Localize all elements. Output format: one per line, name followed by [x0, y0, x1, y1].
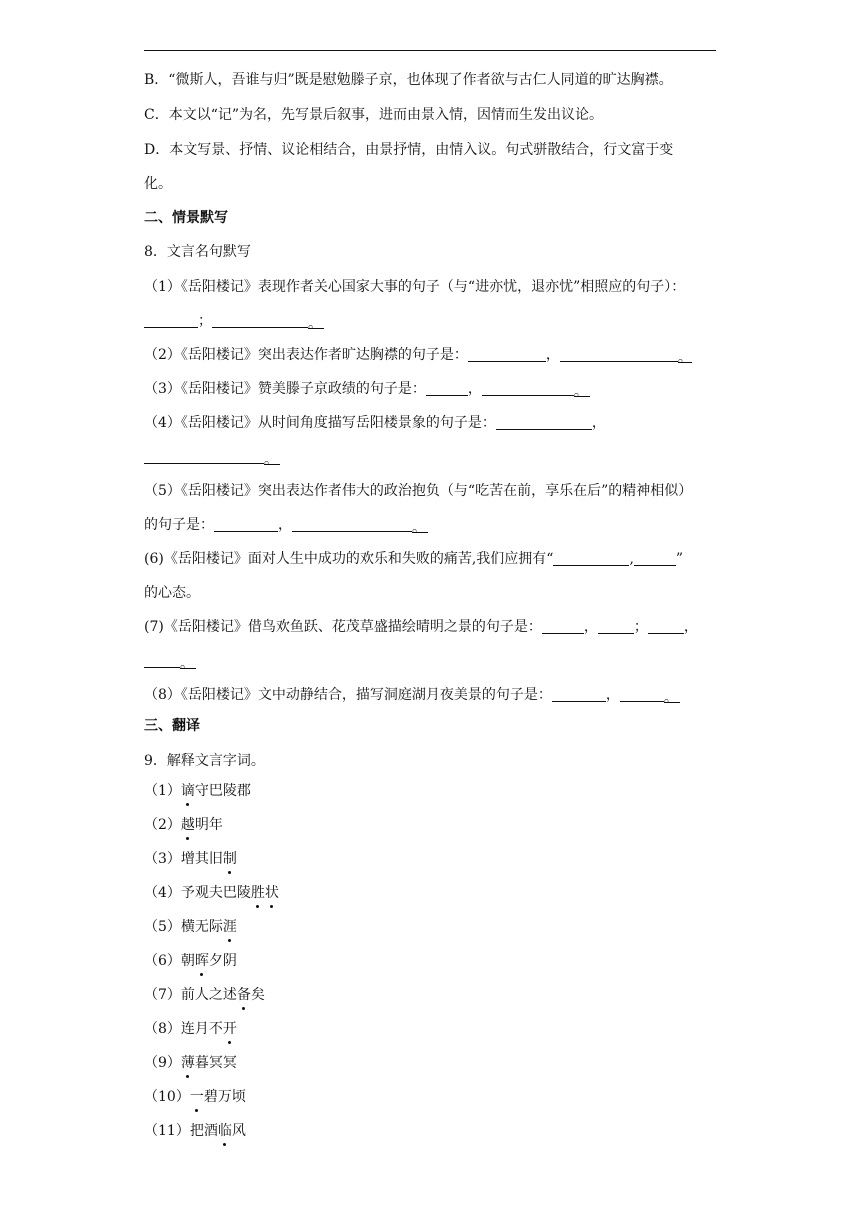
answer-blank[interactable] [214, 517, 278, 532]
option-d-line1: D．本文写景、抒情、议论相结合，由景抒情，由情入议。句式骈散结合，行文富于变 [144, 142, 674, 158]
q8-6-line1: (6)《岳阳楼记》面对人生中成功的欢乐和失败的痛苦,我们应拥有“ , ” [144, 551, 684, 567]
emphasis-dot-char: 开 [222, 1021, 237, 1037]
header-rule [144, 50, 716, 51]
q8-2: （2）《岳阳楼记》突出表达作者旷达胸襟的句子是： ， 。 [144, 347, 692, 366]
option-d-line2: 化。 [144, 176, 172, 192]
q8-4-line1: （4）《岳阳楼记》从时间角度描写岳阳楼景象的句子是： ， [144, 415, 606, 431]
emphasis-dot-char: 备 [236, 987, 251, 1003]
answer-blank[interactable] [542, 619, 584, 634]
question-9-title: 9．解释文言字词。 [144, 753, 265, 769]
vocab-item: （6）朝晖夕阴 [144, 953, 237, 969]
emphasis-dot-char: 制 [222, 851, 237, 867]
q8-7-line2: 。 [144, 651, 724, 671]
option-b: B．“微斯人，吾谁与归”既是慰勉滕子京，也体现了作者欲与古仁人同道的旷达胸襟。 [144, 72, 673, 88]
answer-blank[interactable] [144, 653, 180, 668]
q8-4-line2: 。 [144, 447, 724, 467]
vocab-item: （5）横无际涯 [144, 919, 237, 935]
emphasis-dot-char: 晖 [194, 953, 209, 969]
q8-5-line1: （5）《岳阳楼记》突出表达作者伟大的政治抱负（与“吃苦在前，享乐在后”的精神相似） [144, 483, 693, 499]
vocab-item: （11）把酒临风 [144, 1123, 246, 1139]
emphasis-dot-char: 一 [189, 1089, 204, 1105]
answer-blank[interactable] [560, 347, 678, 362]
emphasis-dot-char: 临 [217, 1123, 232, 1139]
q8-8: （8）《岳阳楼记》文中动静结合，描写洞庭湖月夜美景的句子是： ， 。 [144, 687, 678, 706]
emphasis-dot-char: 状 [264, 885, 279, 901]
answer-blank[interactable] [482, 381, 574, 396]
answer-blank[interactable] [144, 449, 264, 464]
q8-1-line2: ； 。 [144, 311, 724, 331]
vocab-item: （10）一碧万顷 [144, 1089, 246, 1105]
q8-1-line1: （1）《岳阳楼记》表现作者关心国家大事的句子（与“进亦忧，退亦忧”相照应的句子）： [144, 279, 686, 295]
answer-blank[interactable] [292, 517, 412, 532]
vocab-item: （1）谪守巴陵郡 [144, 783, 251, 799]
emphasis-dot-char: 越 [180, 817, 195, 833]
q8-3: （3）《岳阳楼记》赞美滕子京政绩的句子是： ， 。 [144, 381, 588, 400]
vocab-item: （2）越明年 [144, 817, 223, 833]
answer-blank[interactable] [634, 551, 676, 566]
answer-blank[interactable] [426, 381, 468, 396]
vocab-item: （8）连月不开 [144, 1021, 237, 1037]
section-2-heading: 二、情景默写 [144, 210, 228, 226]
answer-blank[interactable] [598, 619, 634, 634]
q8-5-line2: 的句子是： ， 。 [144, 517, 426, 536]
emphasis-dot-char: 薄 [180, 1055, 195, 1071]
vocab-item: （9）薄暮冥冥 [144, 1055, 237, 1071]
q8-6-line2: 的心态。 [144, 585, 200, 601]
answer-blank[interactable] [552, 687, 606, 702]
question-8-title: 8．文言名句默写 [144, 244, 251, 260]
answer-blank[interactable] [468, 347, 546, 362]
q8-7-line1: (7)《岳阳楼记》借鸟欢鱼跃、花茂草盛描绘晴明之景的句子是： ， ； ， [144, 619, 698, 635]
answer-blank[interactable] [620, 687, 664, 702]
emphasis-dot-char: 胜 [250, 885, 265, 901]
answer-blank[interactable] [144, 313, 198, 328]
answer-blank[interactable] [496, 415, 592, 430]
answer-blank[interactable] [212, 313, 308, 328]
emphasis-dot-char: 涯 [222, 919, 237, 935]
vocab-item: （4）予观夫巴陵胜状 [144, 885, 279, 901]
answer-blank[interactable] [553, 551, 629, 566]
vocab-item: （3）增其旧制 [144, 851, 237, 867]
emphasis-dot-char: 谪 [180, 783, 195, 799]
section-3-heading: 三、翻译 [144, 718, 200, 734]
answer-blank[interactable] [648, 619, 684, 634]
option-c: C．本文以“记”为名，先写景后叙事，进而由景入情，因情而生发出议论。 [144, 107, 604, 123]
vocab-item: （7）前人之述备矣 [144, 987, 265, 1003]
